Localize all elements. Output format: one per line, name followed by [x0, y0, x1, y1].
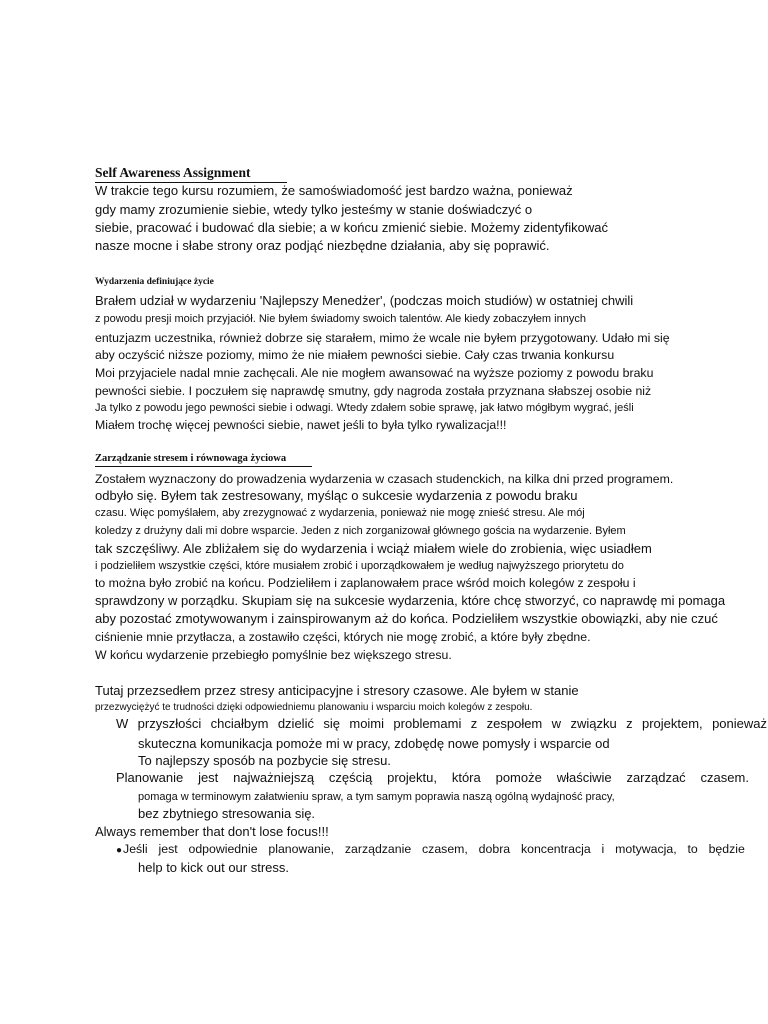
- section2-line: i podzieliłem wszystkie części, które musiałem zrobić i uporządkowałem je według najwyższego priorytetu do: [95, 560, 624, 572]
- word: Jeśli: [123, 842, 148, 856]
- section1-line: pewności siebie. I poczułem się naprawdę smutny, gdy nagroda została przyznana słabszej osobie niż: [95, 384, 652, 398]
- planning-line: bez zbytniego stresowania się.: [138, 806, 316, 821]
- section1-line: aby oczyścić niższe poziomy, mimo że nie miałem pewności siebie. Cały czas trwania konkursu: [95, 348, 615, 362]
- word: czasem,: [422, 842, 468, 856]
- section-heading-life-events: Wydarzenia definiujące życie: [95, 277, 214, 287]
- word: się: [323, 716, 340, 731]
- intro-line: W trakcie tego kursu rozumiem, że samoświadomość jest bardzo ważna, ponieważ: [95, 183, 573, 198]
- section2-line: to można było zrobić na końcu. Podzieliłem i zaplanowałem prace wśród moich kolegów z zespołu i: [95, 576, 636, 590]
- word: dobra: [478, 842, 511, 856]
- word: pomoże: [495, 770, 542, 785]
- word: będzie: [708, 842, 745, 856]
- word: zarządzać: [626, 770, 686, 785]
- section-heading-stress-management: Zarządzanie stresem i równowaga życiowa: [95, 453, 312, 467]
- future-sharing-paragraph-first-line: [116, 717, 767, 732]
- word: jest: [158, 842, 178, 856]
- bullet-first-line: [116, 842, 745, 857]
- bullet-line: help to kick out our stress.: [138, 860, 290, 875]
- document-title: Self Awareness Assignment: [95, 165, 287, 183]
- section2-line: aby pozostać zmotywowanym i zainspirowanym aż do końca. Podzieliłem wszystkie obowiązki, aby nie czuć: [95, 611, 718, 626]
- word: moimi: [349, 716, 385, 731]
- planning-line: pomaga w terminowym załatwieniu spraw, a tym samym poprawia naszą ogólną wydajność pracy,: [138, 791, 615, 803]
- word: związku: [570, 716, 617, 731]
- word: i: [601, 842, 605, 856]
- word: częścią: [328, 770, 373, 785]
- word: projektu,: [387, 770, 437, 785]
- section1-line: Ja tylko z powodu jego pewności siebie i odwagi. Wtedy zdałem sobie sprawę, jak łatwo mógłbym wygrać, jeśli: [95, 402, 634, 414]
- word: koncentracja: [520, 842, 591, 856]
- word: Planowanie: [116, 770, 184, 785]
- section1-line: entuzjazm uczestnika, również dobrze się starałem, mimo że wcale nie byłem przygotowany. Udało mi się: [95, 331, 670, 345]
- word: motywacja,: [615, 842, 677, 856]
- word: problemami: [393, 716, 462, 731]
- word: jest: [198, 770, 219, 785]
- word: przyszłości: [137, 716, 202, 731]
- section2-line: W końcu wydarzenie przebiegło pomyślnie bez większego stresu.: [95, 648, 452, 662]
- conclusion-line-small: przezwyciężyć te trudności dzięki odpowiedniemu planowaniu i wsparciu moich kolegów z zespołu.: [95, 702, 533, 713]
- word: która: [451, 770, 481, 785]
- future-sharing-line: To najlepszy sposób na pozbycie się stresu.: [138, 753, 391, 768]
- section1-line: Moi przyjaciele nadal mnie zachęcali. Ale nie mogłem awansować na wyższe poziomy z powodu braku: [95, 366, 654, 380]
- section2-line: sprawdzony w porządku. Skupiam się na sukcesie wydarzenia, które chcę stworzyć, co naprawdę mi pomaga: [95, 593, 726, 608]
- word: dzielić: [277, 716, 314, 731]
- section2-line: Zostałem wyznaczony do prowadzenia wydarzenia w czasach studenckich, na kilka dni przed programem.: [95, 472, 674, 486]
- section2-line: czasu. Więc pomyślałem, aby zrezygnować z wydarzenia, ponieważ nie mogę znieść stresu. Ale mój: [95, 507, 585, 519]
- intro-line: siebie, pracować i budować dla siebie; a w końcu zmienić siebie. Możemy zidentyfikować: [95, 220, 609, 235]
- section1-line: z powodu presji moich przyjaciół. Nie byłem świadomy swoich talentów. Ale kiedy zobaczyłem innych: [95, 313, 586, 325]
- always-remember-line: Always remember that don't lose focus!!!: [95, 824, 329, 839]
- bullet-icon: ●: [116, 845, 123, 856]
- section1-line: Brałem udział w wydarzeniu 'Najlepszy Menedżer', (podczas moich studiów) w ostatniej chwili: [95, 293, 634, 308]
- word: najważniejszą: [233, 770, 315, 785]
- section2-line: ciśnienie mnie przytłacza, a zostawiło części, których nie mogę zrobić, a które były zbędne.: [95, 630, 591, 644]
- word: W: [116, 716, 129, 731]
- word: zespołem: [486, 716, 543, 731]
- bullet-lead: [116, 842, 148, 857]
- conclusion-line: Tutaj przezsedłem przez stresy anticipacyjne i stresory czasowe. Ale byłem w stanie: [95, 683, 579, 698]
- word: to: [687, 842, 698, 856]
- word: z: [470, 716, 478, 731]
- word: ponieważ: [712, 716, 767, 731]
- word: właściwie: [556, 770, 612, 785]
- planning-paragraph-first-line: [116, 771, 749, 786]
- future-sharing-line: skuteczna komunikacja pomoże mi w pracy, zdobędę nowe pomysły i wsparcie od: [138, 736, 610, 751]
- section2-line: koledzy z drużyny dali mi dobre wsparcie. Jeden z nich zorganizował głównego gościa na wydarzenie. Byłem: [95, 525, 626, 537]
- section1-line: Miałem trochę więcej pewności siebie, nawet jeśli to była tylko rywalizacja!!!: [95, 418, 507, 432]
- section2-line: tak szczęśliwy. Ale zbliżałem się do wydarzenia i wciąż miałem wiele do zrobienia, więc usiadłem: [95, 541, 652, 556]
- word: z: [626, 716, 633, 731]
- word: zarządzanie: [344, 842, 412, 856]
- intro-line: nasze mocne i słabe strony oraz podjąć niezbędne działania, aby się poprawić.: [95, 238, 550, 253]
- word: w: [551, 716, 562, 731]
- word: projektem,: [641, 716, 703, 731]
- section2-line: odbyło się. Byłem tak zestresowany, myśląc o sukcesie wydarzenia z powodu braku: [95, 488, 578, 503]
- word: planowanie,: [268, 842, 335, 856]
- word: chciałbym: [210, 716, 269, 731]
- word: czasem.: [700, 770, 749, 785]
- intro-line: gdy mamy zrozumienie siebie, wtedy tylko jesteśmy w stanie doświadczyć o: [95, 202, 533, 217]
- word: odpowiednie: [188, 842, 258, 856]
